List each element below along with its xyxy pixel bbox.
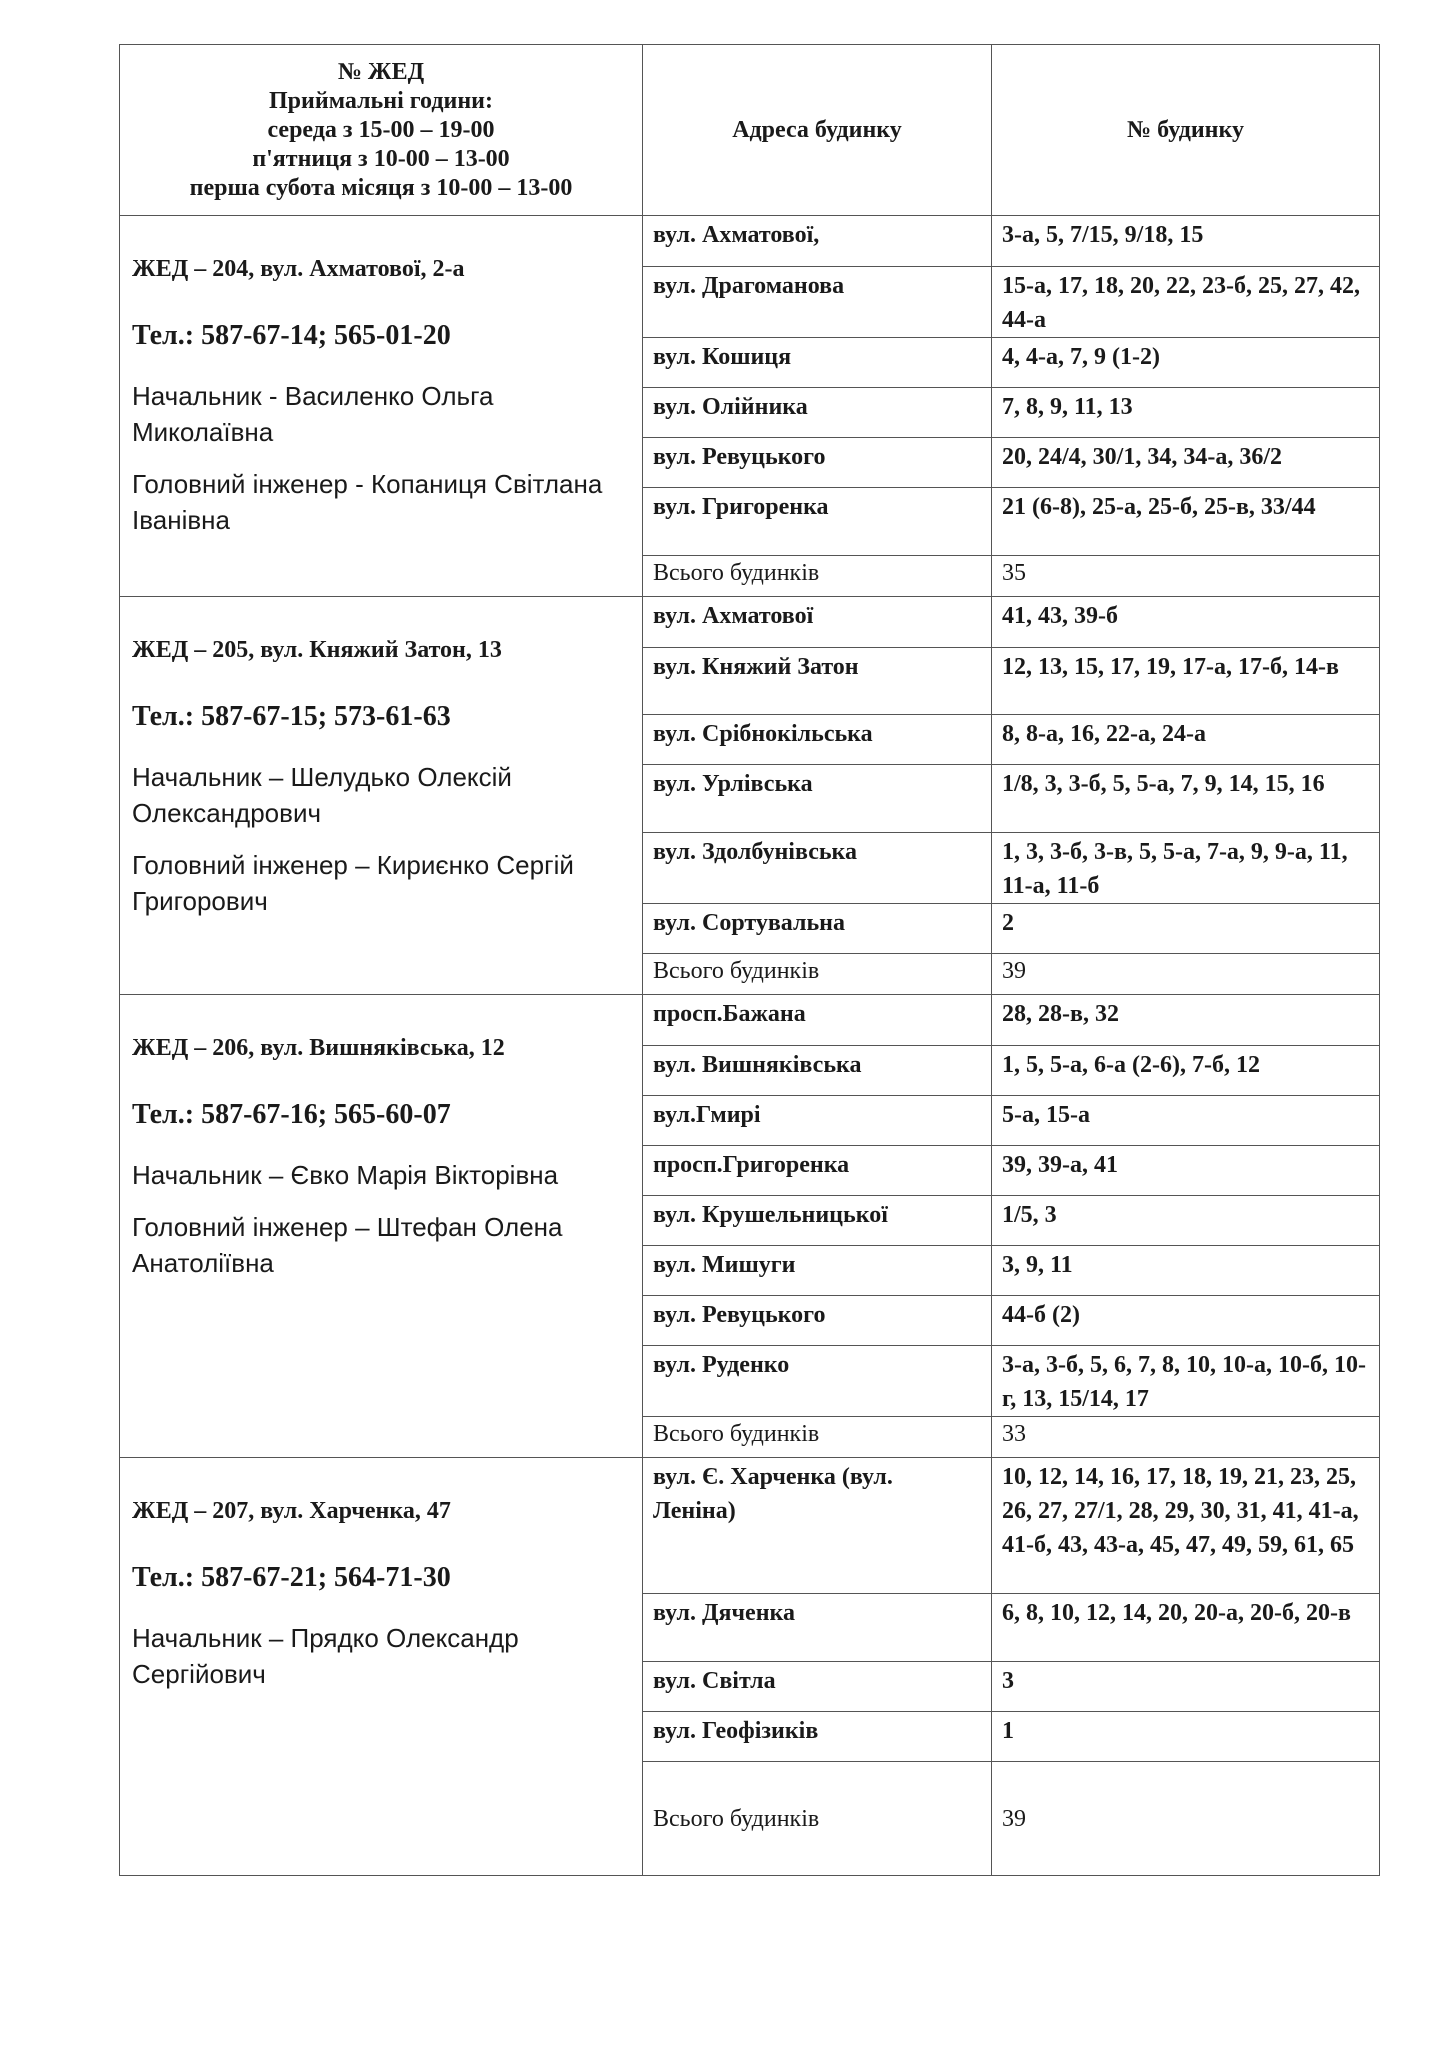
total-value: 33: [992, 1417, 1380, 1458]
street-cell: вул. Григоренка: [643, 488, 992, 556]
street-cell: вул. Княжий Затон: [643, 648, 992, 715]
house-numbers-cell: 15-а, 17, 18, 20, 22, 23-б, 25, 27, 42, 44-а: [992, 267, 1380, 338]
office-info-cell: [120, 597, 643, 995]
header-line: середа з 15-00 – 19-00: [267, 116, 495, 143]
total-label: Всього будинків: [643, 1417, 992, 1458]
house-numbers-cell: 39, 39-а, 41: [992, 1146, 1380, 1196]
house-numbers-cell: 5-а, 15-а: [992, 1096, 1380, 1146]
office-name: ЖЕД – 205, вул. Княжий Затон, 13: [132, 637, 502, 663]
office-info-cell: [120, 1458, 643, 1876]
housing-offices-table: [119, 44, 1380, 1876]
house-numbers-cell: 10, 12, 14, 16, 17, 18, 19, 21, 23, 25, 26, 27, 27/1, 28, 29, 30, 31, 41, 41-а, 41-б, 43, 43-а, 45, 47, 49, 59, 61, 65: [992, 1458, 1380, 1594]
street-cell: вул. Урлівська: [643, 765, 992, 833]
office-name: ЖЕД – 207, вул. Харченка, 47: [132, 1498, 451, 1524]
office-head: Начальник - Василенко Ольга Миколаївна: [132, 381, 494, 447]
table-row: [120, 995, 1380, 1046]
street-cell: вул. Здолбунівська: [643, 833, 992, 904]
office-phone: Тел.: 587-67-14; 565-01-20: [132, 320, 451, 351]
street-cell: вул.Гмирі: [643, 1096, 992, 1146]
house-numbers-cell: 20, 24/4, 30/1, 34, 34-а, 36/2: [992, 438, 1380, 488]
total-label: Всього будинків: [643, 556, 992, 597]
house-numbers-cell: 4, 4-а, 7, 9 (1-2): [992, 338, 1380, 388]
street-cell: вул. Срібнокільська: [643, 715, 992, 765]
office-info-cell: [120, 216, 643, 597]
header-line: Приймальні години:: [269, 87, 493, 114]
header-office-hours: [120, 45, 643, 216]
office-head: Начальник – Євко Марія Вікторівна: [132, 1160, 559, 1190]
house-numbers-cell: 1, 5, 5-а, 6-а (2-6), 7-б, 12: [992, 1046, 1380, 1096]
office-head: Начальник – Шелудько Олексій Олександрович: [132, 762, 512, 828]
table-row: [120, 597, 1380, 648]
house-numbers-cell: 28, 28-в, 32: [992, 995, 1380, 1046]
header-line: п'ятниця з 10-00 – 13-00: [252, 145, 510, 172]
header-line: перша субота місяця з 10-00 – 13-00: [189, 174, 573, 201]
house-numbers-cell: 41, 43, 39-б: [992, 597, 1380, 648]
house-numbers-cell: 21 (6-8), 25-а, 25-б, 25-в, 33/44: [992, 488, 1380, 556]
header-line: № ЖЕД: [337, 58, 425, 85]
house-numbers-cell: 3, 9, 11: [992, 1246, 1380, 1296]
office-engineer: Головний інженер – Кириєнко Сергій Григорович: [132, 850, 574, 916]
house-numbers-cell: 1, 3, 3-б, 3-в, 5, 5-а, 7-а, 9, 9-а, 11, 11-а, 11-б: [992, 833, 1380, 904]
total-label: Всього будинків: [643, 954, 992, 995]
house-numbers-cell: 1: [992, 1712, 1380, 1762]
header-address: Адреса будинку: [643, 45, 992, 216]
total-value: 39: [992, 1762, 1380, 1876]
street-cell: вул. Драгоманова: [643, 267, 992, 338]
table-header-row: [120, 45, 1380, 216]
total-value: 39: [992, 954, 1380, 995]
house-numbers-cell: 6, 8, 10, 12, 14, 20, 20-а, 20-б, 20-в: [992, 1594, 1380, 1662]
street-cell: вул. Геофізиків: [643, 1712, 992, 1762]
house-numbers-cell: 3: [992, 1662, 1380, 1712]
office-head: Начальник – Прядко Олександр Сергійович: [132, 1623, 519, 1689]
street-cell: просп.Григоренка: [643, 1146, 992, 1196]
house-numbers-cell: 8, 8-а, 16, 22-а, 24-а: [992, 715, 1380, 765]
office-engineer: Головний інженер - Копаниця Світлана Іванівна: [132, 469, 603, 535]
table-row: [120, 1458, 1380, 1594]
house-numbers-cell: 1/8, 3, 3-б, 5, 5-а, 7, 9, 14, 15, 16: [992, 765, 1380, 833]
office-phone: Тел.: 587-67-21; 564-71-30: [132, 1562, 451, 1593]
table-row: [120, 216, 1380, 267]
street-cell: вул. Світла: [643, 1662, 992, 1712]
street-cell: вул. Дяченка: [643, 1594, 992, 1662]
header-house-number: № будинку: [992, 45, 1380, 216]
street-cell: вул. Ревуцького: [643, 1296, 992, 1346]
house-numbers-cell: 44-б (2): [992, 1296, 1380, 1346]
house-numbers-cell: 2: [992, 904, 1380, 954]
office-info-cell: [120, 995, 643, 1458]
office-name: ЖЕД – 206, вул. Вишняківська, 12: [132, 1035, 505, 1061]
street-cell: вул. Кошиця: [643, 338, 992, 388]
street-cell: вул. Мишуги: [643, 1246, 992, 1296]
street-cell: просп.Бажана: [643, 995, 992, 1046]
office-phone: Тел.: 587-67-16; 565-60-07: [132, 1099, 451, 1130]
street-cell: вул. Ахматової,: [643, 216, 992, 267]
street-cell: вул. Руденко: [643, 1346, 992, 1417]
street-cell: вул. Крушельницької: [643, 1196, 992, 1246]
street-cell: вул. Вишняківська: [643, 1046, 992, 1096]
street-cell: вул. Олійника: [643, 388, 992, 438]
house-numbers-cell: 7, 8, 9, 11, 13: [992, 388, 1380, 438]
house-numbers-cell: 3-а, 3-б, 5, 6, 7, 8, 10, 10-а, 10-б, 10-г, 13, 15/14, 17: [992, 1346, 1380, 1417]
office-engineer: Головний інженер – Штефан Олена Анатоліївна: [132, 1212, 563, 1278]
total-label: Всього будинків: [643, 1762, 992, 1876]
house-numbers-cell: 1/5, 3: [992, 1196, 1380, 1246]
street-cell: вул. Ахматової: [643, 597, 992, 648]
house-numbers-cell: 12, 13, 15, 17, 19, 17-а, 17-б, 14-в: [992, 648, 1380, 715]
street-cell: вул. Сортувальна: [643, 904, 992, 954]
house-numbers-cell: 3-а, 5, 7/15, 9/18, 15: [992, 216, 1380, 267]
street-cell: вул. Є. Харченка (вул. Леніна): [643, 1458, 992, 1594]
total-value: 35: [992, 556, 1380, 597]
street-cell: вул. Ревуцького: [643, 438, 992, 488]
office-phone: Тел.: 587-67-15; 573-61-63: [132, 701, 451, 732]
office-name: ЖЕД – 204, вул. Ахматової, 2-а: [132, 256, 465, 282]
